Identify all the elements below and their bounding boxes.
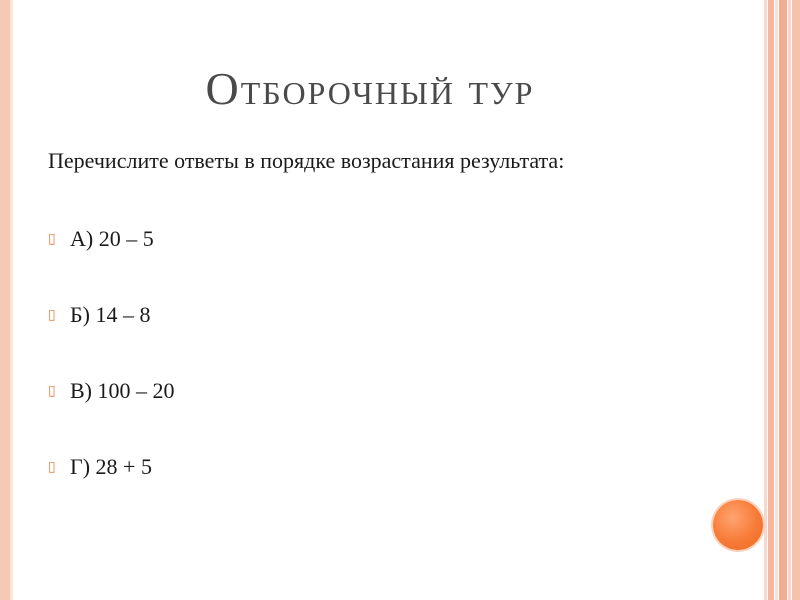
right-border-stripe [779, 0, 787, 600]
right-border-stripe [764, 0, 767, 600]
list-item [48, 226, 154, 252]
bullet-icon: ▯ [48, 459, 56, 475]
bullet-icon: ▯ [48, 231, 56, 247]
list-item [48, 454, 152, 480]
right-border-stripe [775, 0, 778, 600]
list-item [48, 378, 175, 404]
list-item-label: А) 20 – 5 [70, 226, 154, 251]
list-item [48, 302, 150, 328]
slide-title: Отборочный тур [205, 63, 535, 114]
right-border-stripe [792, 0, 800, 600]
bullet-icon: ▯ [48, 307, 56, 323]
list-item-label: Б) 14 – 8 [70, 302, 151, 327]
right-border-stripe [788, 0, 791, 600]
list-item-label: Г) 28 + 5 [70, 454, 152, 479]
right-border-stripe [768, 0, 774, 600]
slide-prompt: Перечислите ответы в порядке возрастания результата: [48, 148, 565, 173]
bullet-icon: ▯ [48, 383, 56, 399]
list-item-label: В) 100 – 20 [70, 378, 175, 403]
orange-circle-icon [713, 500, 763, 550]
